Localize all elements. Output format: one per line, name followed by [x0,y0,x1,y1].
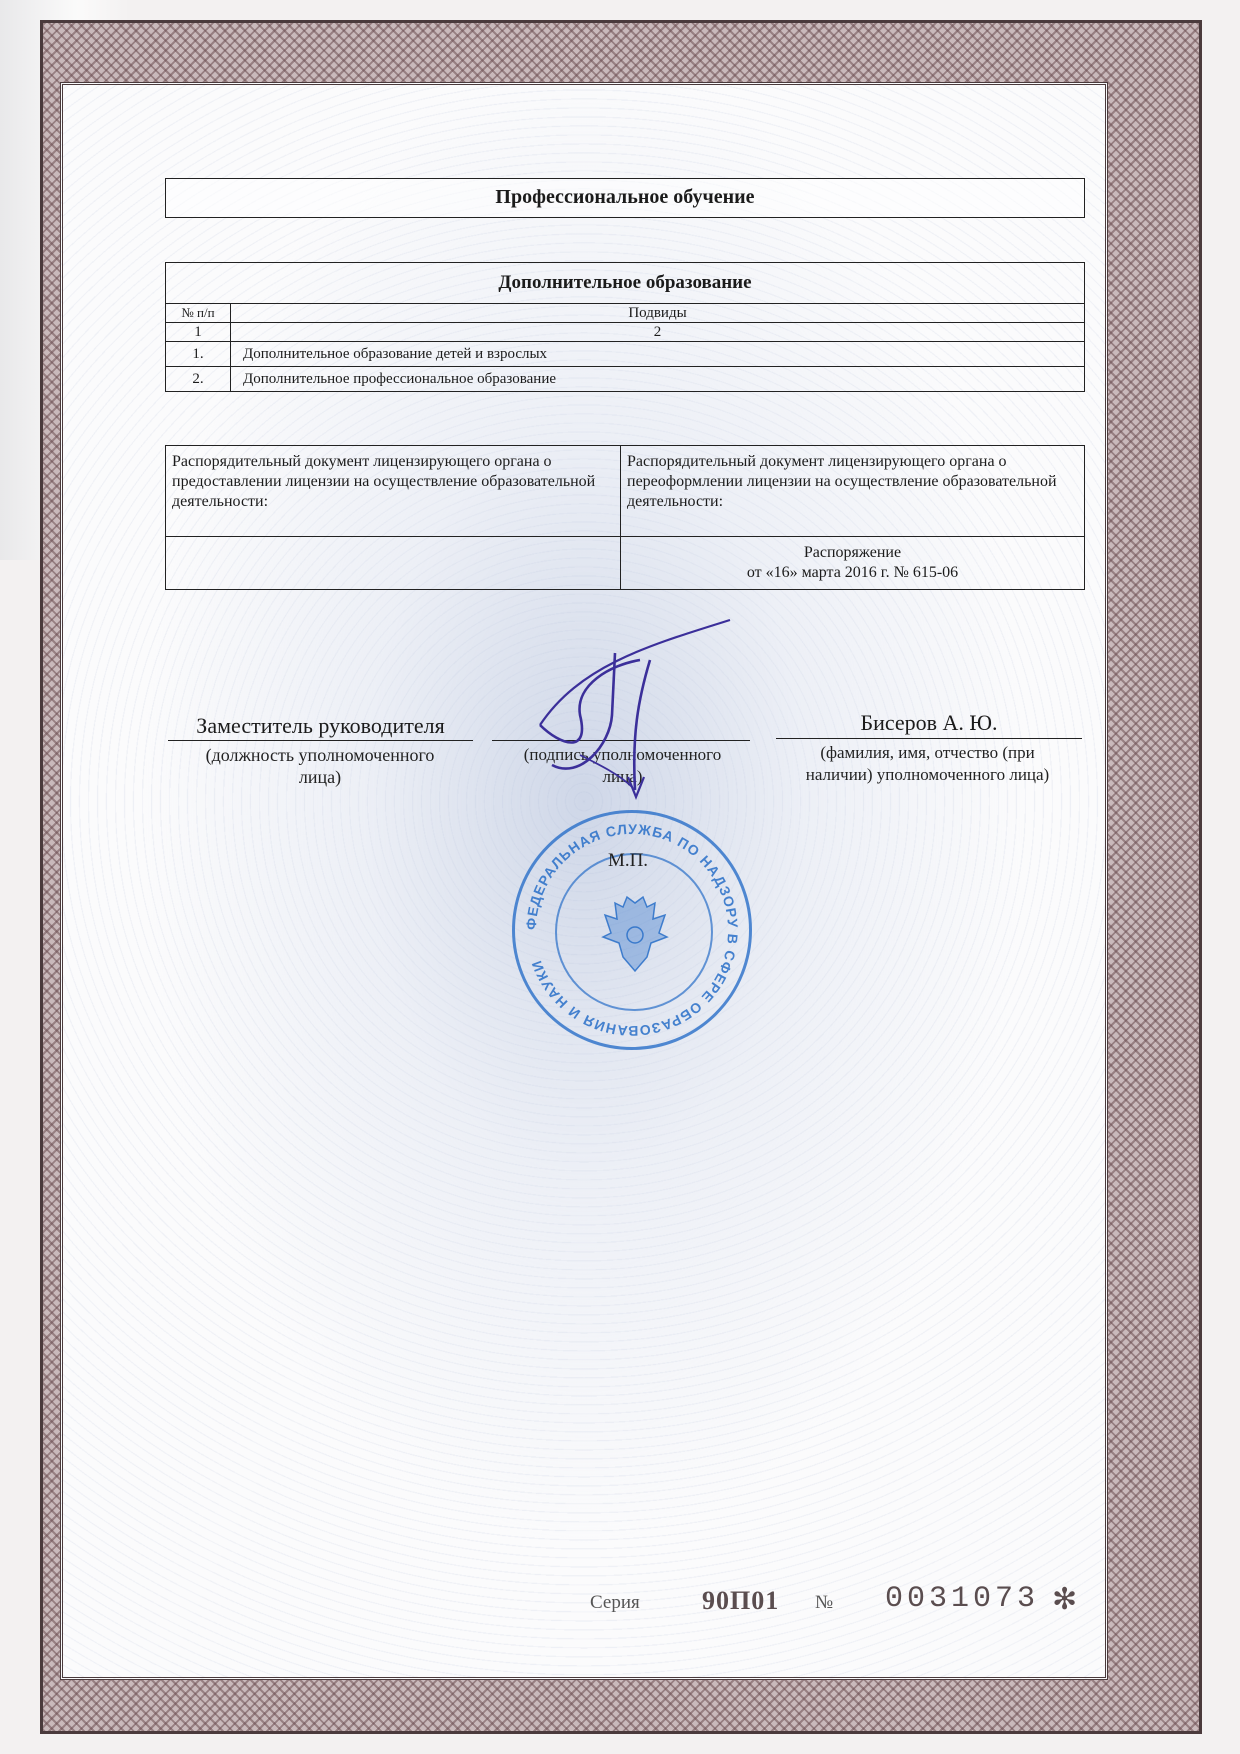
position-underline [168,740,473,741]
row-number: 2. [166,367,231,392]
licensing-orders-table [165,445,1085,590]
series-label: Серия [590,1592,640,1613]
orders-header-row [166,446,1085,537]
additional-education-table [165,262,1085,392]
form-number-value: 0031073 [885,1582,1040,1616]
signature-caption: (подпись уполномоченного лица) [523,745,722,786]
official-name: Бисеров А. Ю. [860,710,998,735]
table-index-row [166,323,1085,342]
column-index-2: 2 [231,323,1085,342]
seal-outer-text [515,813,749,1047]
order-grant-header: Распорядительный документ лицензирующего органа о предоставлении лицензии на осуществление образовательной деятельности: [166,446,621,537]
official-seal [512,810,752,1050]
table-row [166,367,1085,392]
order-reissue-value [621,537,1085,590]
row-subtype: Дополнительное образование детей и взрослых [231,342,1085,367]
position-caption: (должность уполномоченного лица) [205,745,435,787]
row-subtype: Дополнительное профессиональное образование [231,367,1085,392]
order-type: Распоряжение [803,544,902,561]
series-value: 90П01 [702,1586,780,1615]
section-title: Профессиональное обучение [495,186,755,208]
name-caption: (фамилия, имя, отчество (при наличии) уполномоченного лица) [805,743,1050,784]
table-title-row [166,263,1085,304]
stamp-place-label: М.П. [607,850,649,871]
asterisk-icon: ✻ [1052,1582,1078,1617]
table-title: Дополнительное образование [166,263,1085,304]
order-date-number: от «16» марта 2016 г. № 615-06 [746,564,959,581]
column-header-subtypes: Подвиды [231,304,1085,323]
position-value: Заместитель руководителя [196,713,445,738]
table-header-row [166,304,1085,323]
order-reissue-header: Распорядительный документ лицензирующего органа о переоформлении лицензии на осуществление образовательной деятельности: [621,446,1085,537]
number-label: № [815,1592,834,1613]
row-number: 1. [166,342,231,367]
order-grant-value [166,537,621,590]
svg-text:ФЕДЕРАЛЬНАЯ СЛУЖБА ПО НАДЗОРУ: ФЕДЕРАЛЬНАЯ СЛУЖБА ПО НАДЗОРУ В СФЕРЕ ОБРАЗОВАНИЯ И НАУКИ [522,820,742,1040]
orders-value-row [166,537,1085,590]
section-title-box [165,178,1085,218]
name-underline [776,738,1082,739]
column-header-number: № п/п [166,304,231,323]
column-index-1: 1 [166,323,231,342]
table-row [166,342,1085,367]
handwritten-signature [520,605,750,825]
